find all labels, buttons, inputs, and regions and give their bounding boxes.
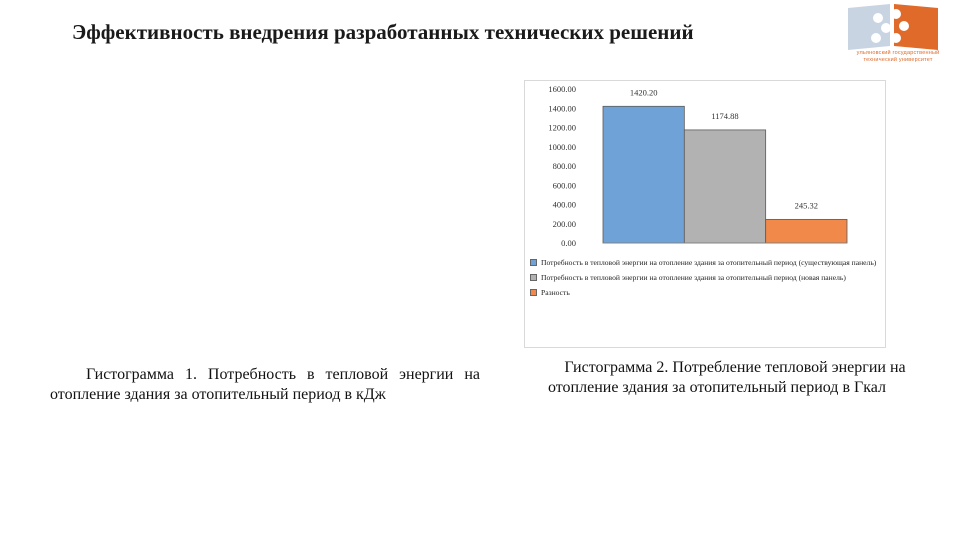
y-tick-label: 1600.00 xyxy=(548,84,576,94)
caption-histogram-1: Гистограмма 1. Потребность в тепловой энергии на отопление здания за отопительный период в кДж xyxy=(50,366,480,403)
data-label: 245.32 xyxy=(794,200,819,211)
legend-swatch xyxy=(530,274,537,281)
legend-swatch xyxy=(530,259,537,266)
caption-histogram-2: Гистограмма 2. Потребление тепловой энергии на отопление здания за отопительный период в Гкал xyxy=(547,359,906,396)
legend-item xyxy=(529,272,881,283)
y-tick-label: 800.00 xyxy=(552,161,576,171)
bar-chart xyxy=(524,80,886,348)
legend-item xyxy=(529,257,881,268)
legend-label: Разность xyxy=(541,288,570,297)
chart-legend xyxy=(529,257,881,302)
logo-text: ульяновский государственный технический университет xyxy=(856,50,940,63)
y-tick-label: 1000.00 xyxy=(548,141,576,152)
y-tick-label: 1400.00 xyxy=(548,103,576,114)
bar-3 xyxy=(766,219,847,243)
bar-2 xyxy=(684,130,765,243)
y-tick-label: 0.00 xyxy=(561,238,576,248)
y-tick-label: 1200.00 xyxy=(548,122,576,133)
data-label: 1174.88 xyxy=(711,110,739,121)
data-label: 1420.20 xyxy=(629,87,658,98)
legend-item xyxy=(529,287,881,298)
y-tick-label: 600.00 xyxy=(552,180,576,191)
chart-plot xyxy=(525,81,885,257)
legend-label: Потребность в тепловой энергии на отопление здания за отопительный период (существующая панель) xyxy=(541,258,877,267)
y-tick-label: 200.00 xyxy=(552,218,576,229)
legend-swatch xyxy=(530,289,537,296)
logo-book-icon xyxy=(848,4,938,50)
slide-title: Эффективность внедрения разработанных технических решений xyxy=(72,20,694,44)
bar-1 xyxy=(603,106,684,243)
legend-label: Потребность в тепловой энергии на отопление здания за отопительный период (новая панель) xyxy=(541,273,846,282)
y-tick-label: 400.00 xyxy=(552,199,576,210)
